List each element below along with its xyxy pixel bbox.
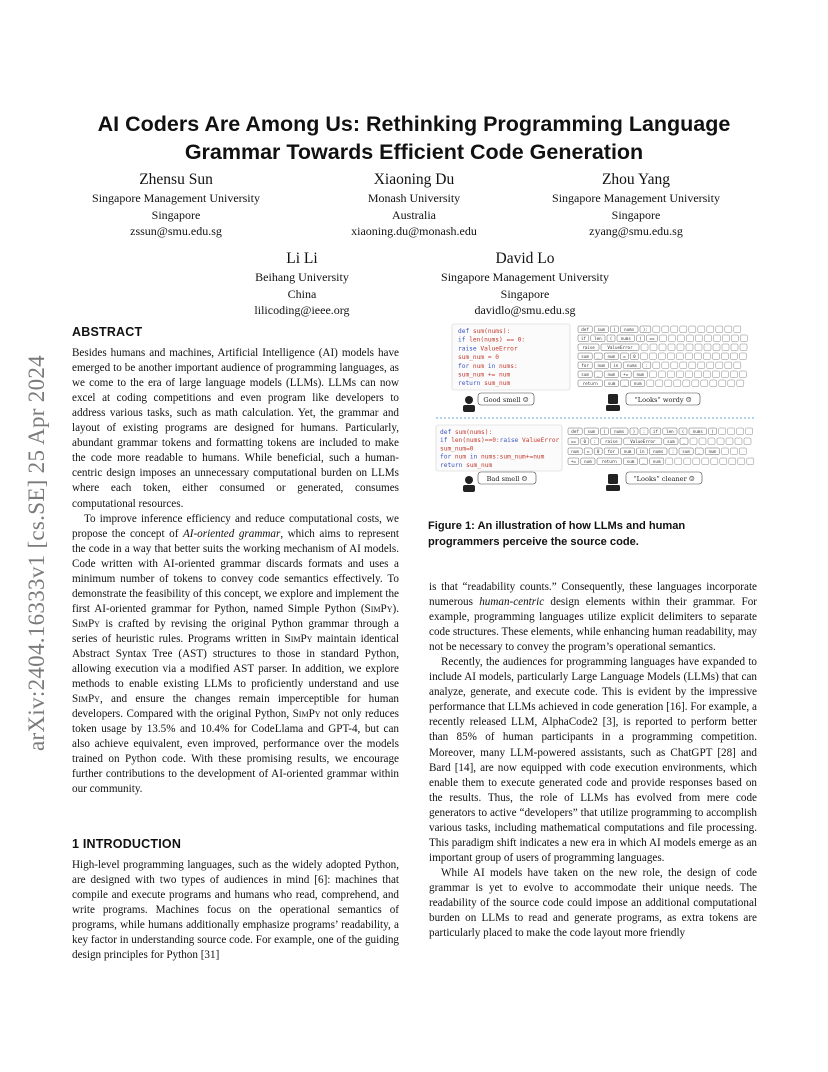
bottom-whitespace-token — [744, 438, 751, 445]
top-whitespace-token — [734, 362, 741, 369]
top-whitespace-token — [713, 344, 720, 351]
top-whitespace-token — [737, 380, 744, 387]
top-whitespace-token — [734, 326, 741, 333]
top-whitespace-token — [671, 362, 678, 369]
top-whitespace-token — [665, 380, 672, 387]
bottom-whitespace-token — [721, 448, 728, 455]
top-whitespace-token — [641, 344, 648, 351]
top-whitespace-token — [740, 335, 747, 342]
top-whitespace-token — [680, 326, 687, 333]
title-line-1: AI Coders Are Among Us: Rethinking Programming Language — [97, 112, 731, 136]
top-whitespace-token — [649, 371, 656, 378]
author-name: Li Li — [286, 250, 318, 267]
top-whitespace-token — [707, 326, 714, 333]
top-token-text: if — [580, 336, 586, 341]
author-affiliation: Singapore Management University — [92, 191, 260, 205]
top-whitespace-token — [704, 335, 711, 342]
author-name: Zhou Yang — [601, 171, 671, 188]
bottom-token-text: sum — [587, 429, 596, 434]
bottom-whitespace-token — [675, 458, 682, 465]
code-line: for num in nums: — [458, 362, 518, 370]
author-location: Singapore — [611, 207, 661, 222]
bottom-whitespace-token — [702, 458, 709, 465]
top-token-text: def — [581, 327, 589, 332]
top-token-text: += — [623, 372, 629, 377]
right-paragraph-2: Recently, the audiences for programming languages have expanded to include AI models, particularly Large Language Models (LLMs) that can analyze, generate, and execute code. This is evident by the impressive performance that LLMs achieved in code generation [16]. For example, a recently released LLM, AlphaCode2 [3], is reported to perform better than 85% of human participants in a programming competition. Moreover, many LLM-powered assistants, such as ChatGPT [28] and Bard [14], are now equipped with code execution environments, which enable them to execute generated code and provide responses based on the results. Thus, the role of LLMs has evolved from mere code generators to active “developers” that utilize programming to accomplish various tasks, including mathematical computations and file processing. This paradigm shift indicates a new era in which AI models emerge as an important group of users of programming languages. — [429, 656, 757, 864]
right-paragraph-1: is that “readability counts.” Consequently, these languages incorporate numerous human-centric design elements within their grammar. For example, programming languages utilize explicit delimiters to separate code structures. These elements, while enhancing human readability, may not be necessary to convey the program’s operational semantics. — [429, 581, 757, 654]
top-token-text: sum — [581, 372, 589, 377]
top-token-text: nums — [626, 363, 638, 368]
bottom-token-text: return — [601, 459, 617, 464]
bottom-whitespace-token — [684, 458, 691, 465]
top-token-text: _ — [623, 381, 626, 386]
top-token-text: raise — [582, 345, 595, 350]
abstract-heading: ABSTRACT — [72, 325, 143, 339]
top-whitespace-token — [698, 362, 705, 369]
top-whitespace-token — [677, 344, 684, 351]
top-whitespace-token — [703, 371, 710, 378]
bottom-token-text: 0 — [583, 439, 587, 444]
top-token-text: : — [645, 363, 649, 368]
top-token-text: = — [623, 354, 626, 359]
top-whitespace-token — [685, 353, 692, 360]
author-block — [202, 248, 402, 319]
bottom-whitespace-token — [739, 448, 746, 455]
figure-1 — [428, 322, 758, 512]
bottom-whitespace-token — [747, 458, 754, 465]
top-token-text: num — [607, 372, 616, 377]
bottom-whitespace-token — [699, 438, 706, 445]
author-location: Australia — [392, 207, 436, 222]
top-token-text: ): — [642, 327, 648, 332]
bottom-token-text: nums — [614, 429, 625, 434]
robot-icon-body — [606, 405, 620, 411]
top-whitespace-token — [719, 380, 726, 387]
top-token-text: for — [581, 363, 589, 368]
title-line-2: Grammar Towards Efficient Code Generation — [184, 140, 644, 164]
top-whitespace-token — [668, 344, 675, 351]
top-whitespace-token — [685, 371, 692, 378]
bottom-whitespace-token — [737, 428, 744, 435]
author-block — [314, 169, 514, 240]
top-whitespace-token — [683, 380, 690, 387]
bottom-token-text: num — [584, 459, 592, 464]
top-whitespace-token — [712, 353, 719, 360]
top-token-text: return — [582, 381, 598, 386]
top-whitespace-token — [667, 371, 674, 378]
top-whitespace-token — [647, 380, 654, 387]
code-line: raise ValueError — [458, 345, 518, 353]
introduction-heading: 1 INTRODUCTION — [72, 837, 182, 851]
top-token-text: sum — [597, 327, 606, 332]
bottom-token-text: : — [593, 439, 597, 444]
bottom-whitespace-token — [719, 428, 726, 435]
bottom-token-text: ( — [603, 429, 606, 434]
human-programmer-icon — [465, 396, 473, 404]
top-whitespace-token — [707, 362, 714, 369]
top-whitespace-token — [689, 362, 696, 369]
bottom-token-text: num — [708, 449, 717, 454]
abstract-paragraph-1: Besides humans and machines, Artificial Intelligence (AI) models have emerged to be another important audience of programming languages, as we come to the era of large language models (LLMs). LLMs can now excel at coding competitions and even program like developers to address various tasks, such as math calculation. Yet, the grammar and layout of existing programs are designed for humans. Particularly, abundant grammar tokens and formatting tokens are included to make the code more readable to humans. While beneficial, such a human-centric design imposes an unnecessary computational burden on LLMs where each token, either consumed or generated, consumes computational resources. — [72, 347, 399, 510]
bottom-token-text: = — [586, 449, 590, 454]
top-whitespace-token — [653, 362, 660, 369]
top-whitespace-token — [710, 380, 717, 387]
author-block — [76, 169, 276, 240]
top-whitespace-token — [650, 344, 657, 351]
code-line: return sum_num — [458, 380, 511, 388]
introduction-section — [72, 837, 399, 963]
top-whitespace-token — [662, 362, 669, 369]
bottom-token-text: sum — [626, 459, 635, 464]
bottom-token-text: _ — [682, 439, 686, 444]
abstract-section — [72, 325, 399, 797]
top-whitespace-token — [694, 371, 701, 378]
author-name: Xiaoning Du — [373, 171, 455, 188]
author-email: zyang@smu.edu.sg — [589, 224, 683, 238]
bottom-token-text: _ — [642, 459, 645, 464]
top-whitespace-token — [694, 353, 701, 360]
top-whitespace-token — [712, 371, 719, 378]
code-line: def sum(nums): — [458, 328, 511, 335]
author-block — [536, 169, 736, 240]
top-whitespace-token — [658, 353, 665, 360]
top-whitespace-token — [695, 335, 702, 342]
arxiv-identifier: arXiv:2404.16333v1 [cs.SE] 25 Apr 2024 — [24, 355, 50, 751]
top-whitespace-token — [668, 335, 675, 342]
top-whitespace-token — [659, 335, 666, 342]
bottom-whitespace-token — [666, 458, 673, 465]
bad-smell-label: Bad smell ☹ — [486, 475, 528, 483]
top-whitespace-token — [713, 335, 720, 342]
bottom-whitespace-token — [738, 458, 745, 465]
robot-icon-body — [606, 485, 620, 491]
top-whitespace-token — [658, 371, 665, 378]
top-whitespace-token — [656, 380, 663, 387]
introduction-paragraph-1: High-level programming languages, such as the widely adopted Python, are designed with two types of audiences in mind [6]: machines that compile and execute programs and humans who read, comprehend, and write programs. Machines focus on the operational semantics of programs, while humans additionally emphasize programs’ readability, a key factor in understanding source code. For example, one of the guiding design principles for Python [31] — [72, 859, 399, 962]
top-token-text: nums — [620, 336, 631, 341]
top-token-text: ValueError — [607, 345, 633, 350]
bottom-token-text: : — [671, 449, 675, 454]
top-token-text: sum — [581, 354, 589, 359]
top-whitespace-token — [722, 335, 729, 342]
top-token-text: nums — [624, 327, 635, 332]
top-whitespace-token — [686, 335, 693, 342]
top-token-text: sum — [607, 381, 616, 386]
bottom-token-text: ) — [632, 429, 636, 434]
bottom-whitespace-token — [726, 438, 733, 445]
right-column-text — [429, 580, 757, 941]
author-email: xiaoning.du@monash.edu — [351, 224, 477, 238]
top-whitespace-token — [701, 380, 708, 387]
robot-icon — [608, 474, 618, 484]
code-line: def sum(nums): — [440, 429, 493, 436]
author-affiliation: Singapore Management University — [441, 270, 609, 284]
bottom-token-text: def — [571, 429, 579, 434]
human-programmer-icon-body — [463, 485, 475, 492]
top-whitespace-token — [640, 353, 647, 360]
top-whitespace-token — [721, 353, 728, 360]
bottom-whitespace-token — [746, 428, 753, 435]
author-affiliation: Beihang University — [255, 270, 349, 284]
bottom-whitespace-token — [720, 458, 727, 465]
code-line: if len(nums)==0:raise ValueError — [440, 437, 560, 445]
top-whitespace-token — [653, 326, 660, 333]
top-token-text: _ — [596, 372, 600, 377]
bottom-whitespace-token — [717, 438, 724, 445]
bottom-token-text: sum — [682, 449, 690, 454]
top-whitespace-token — [731, 344, 738, 351]
bottom-whitespace-token — [711, 458, 718, 465]
human-programmer-icon-body — [463, 405, 475, 412]
top-token-text: == — [649, 336, 655, 341]
bottom-token-text: : — [642, 429, 646, 434]
code-line: sum_num=0 — [440, 445, 474, 453]
bottom-token-text: 0 — [596, 449, 600, 454]
top-whitespace-token — [704, 344, 711, 351]
code-line: if len(nums) == 0: — [458, 336, 526, 344]
bottom-token-text: += — [570, 459, 576, 464]
top-token-text: ( — [609, 336, 613, 341]
top-whitespace-token — [716, 326, 723, 333]
code-line: for num in nums:sum_num+=num — [440, 453, 545, 461]
bottom-token-text: ) — [711, 429, 714, 434]
top-whitespace-token — [731, 335, 738, 342]
bottom-token-text: len — [666, 429, 674, 434]
top-whitespace-token — [662, 326, 669, 333]
top-whitespace-token — [676, 353, 683, 360]
top-token-text: num — [633, 381, 642, 386]
author-location: China — [287, 286, 317, 301]
code-line: return sum_num — [440, 461, 493, 469]
figure-illustration — [428, 322, 758, 512]
bottom-token-text: for — [607, 449, 616, 454]
bottom-token-text: num — [652, 459, 661, 464]
arxiv-sidestamp — [17, 298, 57, 808]
bottom-whitespace-token — [693, 458, 700, 465]
good-smell-label: Good smell ☺ — [483, 396, 529, 404]
top-whitespace-token — [721, 371, 728, 378]
top-whitespace-token — [692, 380, 699, 387]
top-whitespace-token — [649, 353, 656, 360]
right-paragraph-3: While AI models have taken on the new role, the design of code grammar is yet to evolve to accommodate their unique needs. The readability of the source code could impose an additional computational burden on LLMs to read and generate programs, as extra tokens are particularly placed to make the code layout more friendly — [429, 866, 757, 940]
author-affiliation: Monash University — [367, 191, 461, 205]
author-location: Singapore — [500, 286, 550, 301]
top-whitespace-token — [728, 380, 735, 387]
top-whitespace-token — [671, 326, 678, 333]
top-whitespace-token — [674, 380, 681, 387]
robot-icon — [608, 394, 618, 404]
top-token-text: 0 — [633, 354, 636, 359]
top-token-text: num — [636, 372, 645, 377]
bottom-token-text: in — [639, 449, 645, 454]
bottom-whitespace-token — [690, 438, 697, 445]
top-token-text: ( — [613, 327, 616, 332]
bottom-whitespace-token — [728, 428, 735, 435]
code-line: sum_num = 0 — [458, 354, 499, 362]
top-whitespace-token — [680, 362, 687, 369]
bottom-token-text: ( — [681, 429, 685, 434]
looks-cleaner-label: “Looks” cleaner ☺ — [633, 475, 695, 483]
bottom-token-text: num — [623, 449, 632, 454]
bottom-token-text: if — [652, 429, 658, 434]
top-whitespace-token — [716, 362, 723, 369]
top-token-text: len — [594, 336, 602, 341]
top-whitespace-token — [725, 326, 732, 333]
top-token-text: num — [597, 363, 606, 368]
author-affiliation: Singapore Management University — [552, 191, 720, 205]
top-whitespace-token — [698, 326, 705, 333]
bottom-whitespace-token — [735, 438, 742, 445]
top-whitespace-token — [689, 326, 696, 333]
top-whitespace-token — [686, 344, 693, 351]
figure-caption: Figure 1: An illustration of how LLMs and human programmers perceive the source code. — [428, 520, 686, 548]
author-name: Zhensu Sun — [139, 171, 213, 188]
bottom-token-text: == — [570, 439, 576, 444]
author-block — [415, 248, 635, 319]
top-token-text: ) — [639, 336, 642, 341]
bottom-token-text: nums — [653, 449, 664, 454]
bottom-whitespace-token — [729, 458, 736, 465]
top-whitespace-token — [739, 353, 746, 360]
top-token-text: num — [607, 354, 616, 359]
top-whitespace-token — [740, 344, 747, 351]
top-whitespace-token — [730, 353, 737, 360]
top-whitespace-token — [677, 335, 684, 342]
code-line: sum_num += num — [458, 371, 511, 379]
bottom-token-text: sum — [667, 439, 675, 444]
author-email: zssun@smu.edu.sg — [130, 224, 222, 238]
top-token-text: _ — [596, 354, 600, 359]
author-name: David Lo — [495, 250, 555, 267]
top-whitespace-token — [722, 344, 729, 351]
looks-wordy-label: “Looks” wordy ☹ — [634, 396, 692, 404]
top-whitespace-token — [695, 344, 702, 351]
top-whitespace-token — [703, 353, 710, 360]
abstract-paragraph-2: To improve inference efficiency and reduce computational costs, we propose the concept of AI-oriented grammar, which aims to represent the code in a way that better suits the working mechanism of AI models. Code written with AI-oriented grammar discards formats and uses a minimum number of tokens to convey code semantics effectively. To demonstrate the feasibility of this concept, we explore and implement the first AI-oriented grammar for Python, named Simple Python (SimPy). SimPy is crafted by revising the original Python grammar through a series of heuristic rules. Programs written in SimPy maintain identical Abstract Syntax Tree (AST) structures to those in standard Python, allowing execution via a modified AST parser. In addition, we explore methods to enable existing LLMs to proficiently understand and use SimPy, and ensure the changes remain imperceptible for human developers. Compared with the original Python, SimPy not only reduces token usage by 13.5% and 10.4% for CodeLlama and GPT-4, but can also achieve equivalent, even improved, performance over the models trained on Python code. With these promising results, we encourage further contributions to the development of AI-oriented grammar within our community. — [72, 512, 400, 796]
top-whitespace-token — [725, 362, 732, 369]
top-whitespace-token — [739, 371, 746, 378]
bottom-token-text: _ — [697, 449, 701, 454]
bottom-token-text: num — [571, 449, 579, 454]
bottom-whitespace-token — [708, 438, 715, 445]
paper-title — [60, 110, 768, 166]
author-location: Singapore — [151, 207, 201, 222]
bottom-whitespace-token — [730, 448, 737, 455]
bottom-token-text: nums — [692, 429, 703, 434]
bottom-token-text: raise — [604, 439, 618, 444]
top-whitespace-token — [730, 371, 737, 378]
author-email: lilicoding@ieee.org — [254, 303, 350, 317]
top-token-text: in — [613, 363, 619, 368]
author-email: davidlo@smu.edu.sg — [474, 303, 576, 317]
top-whitespace-token — [659, 344, 666, 351]
bottom-token-text: ValueError — [630, 439, 656, 444]
top-whitespace-token — [667, 353, 674, 360]
top-whitespace-token — [676, 371, 683, 378]
human-programmer-icon — [465, 476, 473, 484]
